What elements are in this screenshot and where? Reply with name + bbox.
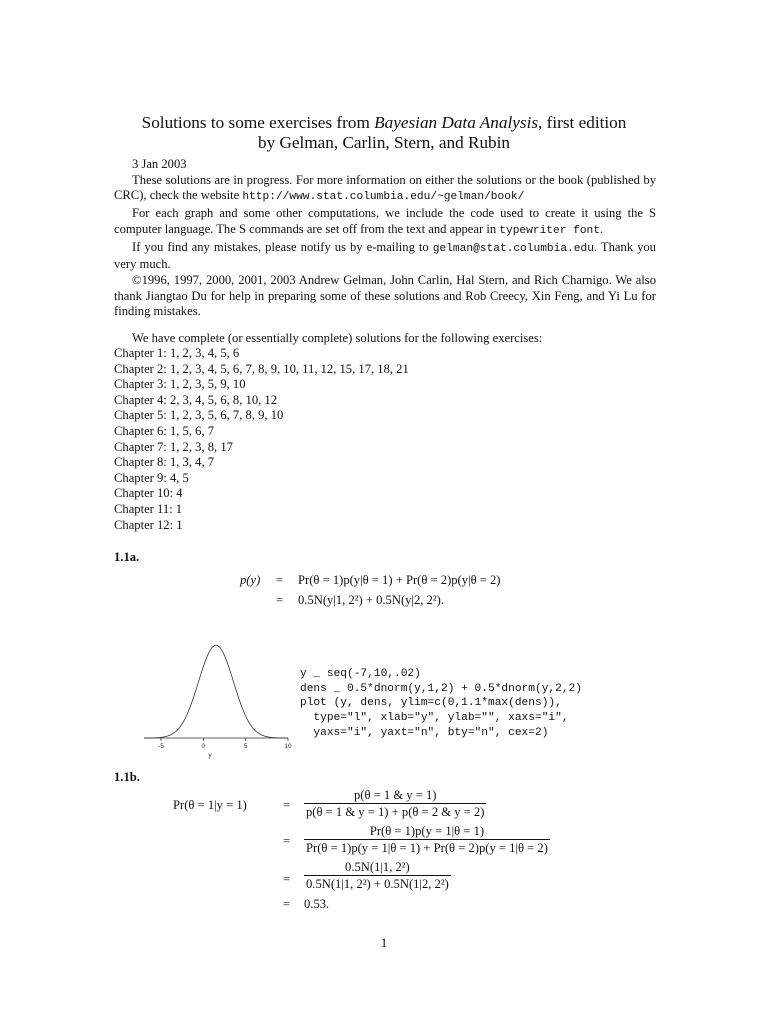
- intro-paragraph-2: For each graph and some other computations, we include the code used to create it using the S computer language. The S commands are set off from the text and appear in typewriter font.: [114, 206, 656, 237]
- eq-1b-fraction-3: $\frac{\text{0.5N(1|1, 2²)}}{\text{0.5N(1|1, 2²) + 0.5N(1|2, 2²)}}$: [306, 860, 449, 891]
- eq-1b-lhs: Pr(θ = 1|y = 1): [173, 798, 247, 812]
- chapter-line: Chapter 6: 1, 5, 6, 7: [114, 423, 215, 438]
- chapter-line: Chapter 7: 1, 2, 3, 8, 17: [114, 439, 233, 454]
- book-title: Bayesian Data Analysis: [374, 113, 539, 132]
- plot-area: [144, 645, 292, 759]
- eq-1b-result: 0.53.: [304, 897, 330, 911]
- density-curve: [144, 645, 288, 738]
- x-tick-label: -5: [158, 743, 164, 750]
- contact-email[interactable]: gelman@stat.columbia.edu: [432, 242, 594, 255]
- chapter-line: Chapter 2: 1, 2, 3, 4, 5, 6, 7, 8, 9, 10, 11, 12, 15, 17, 18, 21: [114, 361, 409, 376]
- chapter-line: Chapter 5: 1, 2, 3, 5, 6, 7, 8, 9, 10: [114, 408, 284, 423]
- x-tick-label: 0: [201, 743, 206, 750]
- section-heading-1-1a: 1.1a.: [114, 550, 140, 564]
- x-tick-label: 5: [243, 743, 248, 750]
- code-line: y _ seq(-7,10,.02): [300, 667, 421, 680]
- date-line: 3 Jan 2003: [132, 157, 187, 171]
- eq-1a-equals-1: =: [276, 573, 284, 587]
- section-heading-1-1b: 1.1b.: [114, 770, 140, 784]
- x-axis-label: y: [208, 752, 212, 759]
- page-number: 1: [380, 936, 388, 950]
- document-title: [100, 113, 668, 153]
- code-line: plot (y, dens, ylim=c(0,1.1*max(dens)),: [300, 697, 562, 710]
- code-line: type="l", xlab="y", ylab="", xaxs="i",: [300, 712, 569, 725]
- x-tick-label: 10: [284, 743, 292, 750]
- eq-1a-lhs: p(y): [240, 573, 261, 587]
- eq-1b-fraction-1: $\frac{p(\theta = 1 \& y = 1)}{p(\theta = 1 \& y = 1) + p(\theta = 2 \& y = 2)}$: [306, 788, 485, 819]
- chapter-line: Chapter 11: 1: [114, 501, 183, 516]
- code-line: dens _ 0.5*dnorm(y,1,2) + 0.5*dnorm(y,2,2): [300, 682, 582, 695]
- title-line-2: by Gelman, Carlin, Stern, and Rubin: [257, 133, 511, 152]
- chapter-line: Chapter 3: 1, 2, 3, 5, 9, 10: [114, 377, 246, 392]
- s-code-block: [300, 652, 582, 741]
- code-line: yaxs="i", yaxt="n", bty="n", cex=2): [300, 726, 549, 739]
- copyright-paragraph: ©1996, 1997, 2000, 2001, 2003 Andrew Gelman, John Carlin, Hal Stern, and Rich Charnigo. We also thank Jiangtao Du for help in preparing some of these solutions and Rob Creecy, Xin Feng, and Yi Lu for finding mistakes.: [114, 272, 656, 319]
- density-plot: [136, 632, 300, 760]
- eq-1b-equals-4: =: [283, 897, 291, 911]
- eq-1b-equals-1: =: [283, 798, 291, 812]
- eq-1b-fraction-2: $\frac{Pr(\theta = 1)p(y = 1|\theta = 1)}{Pr(\theta = 1)p(y = 1|\theta = 1) + Pr(\theta = 2)p(y = 1|\theta = 2)}$: [306, 824, 548, 855]
- chapter-line: Chapter 1: 1, 2, 3, 4, 5, 6: [114, 346, 240, 360]
- chapter-line: Chapter 9: 4, 5: [114, 470, 189, 485]
- chapter-list: [114, 346, 514, 533]
- chapter-line: Chapter 8: 1, 3, 4, 7: [114, 455, 215, 470]
- eq-1a-line-2: 0.5N(y|1, 2²) + 0.5N(y|2, 2²).: [298, 593, 444, 607]
- complete-intro: We have complete (or essentially complete) solutions for the following exercises:: [132, 331, 543, 345]
- intro-paragraph-1: These solutions are in progress. For more information on either the solutions or the book (published by CRC), check the website http://www.stat.columbia.edu/~gelman/book/: [114, 172, 656, 204]
- chapter-line: Chapter 12: 1: [114, 517, 183, 532]
- website-url[interactable]: http://www.stat.columbia.edu/~gelman/book/: [242, 191, 525, 204]
- title-line-1: Solutions to some exercises from Bayesian Data Analysis, first edition: [141, 113, 627, 132]
- intro-paragraph-3: If you find any mistakes, please notify us by e-mailing to gelman@stat.columbia.edu. Thank you very much.: [114, 239, 656, 272]
- eq-1b-equals-2: =: [283, 834, 291, 848]
- chapter-line: Chapter 4: 2, 3, 4, 5, 6, 8, 10, 12: [114, 392, 278, 407]
- chapter-line: Chapter 10: 4: [114, 486, 183, 501]
- eq-1a-equals-2: =: [276, 593, 284, 607]
- intro-block: [114, 157, 656, 320]
- eq-1a-line-1: Pr(θ = 1)p(y|θ = 1) + Pr(θ = 2)p(y|θ = 2): [298, 573, 501, 587]
- eq-1b-equals-3: =: [283, 872, 291, 886]
